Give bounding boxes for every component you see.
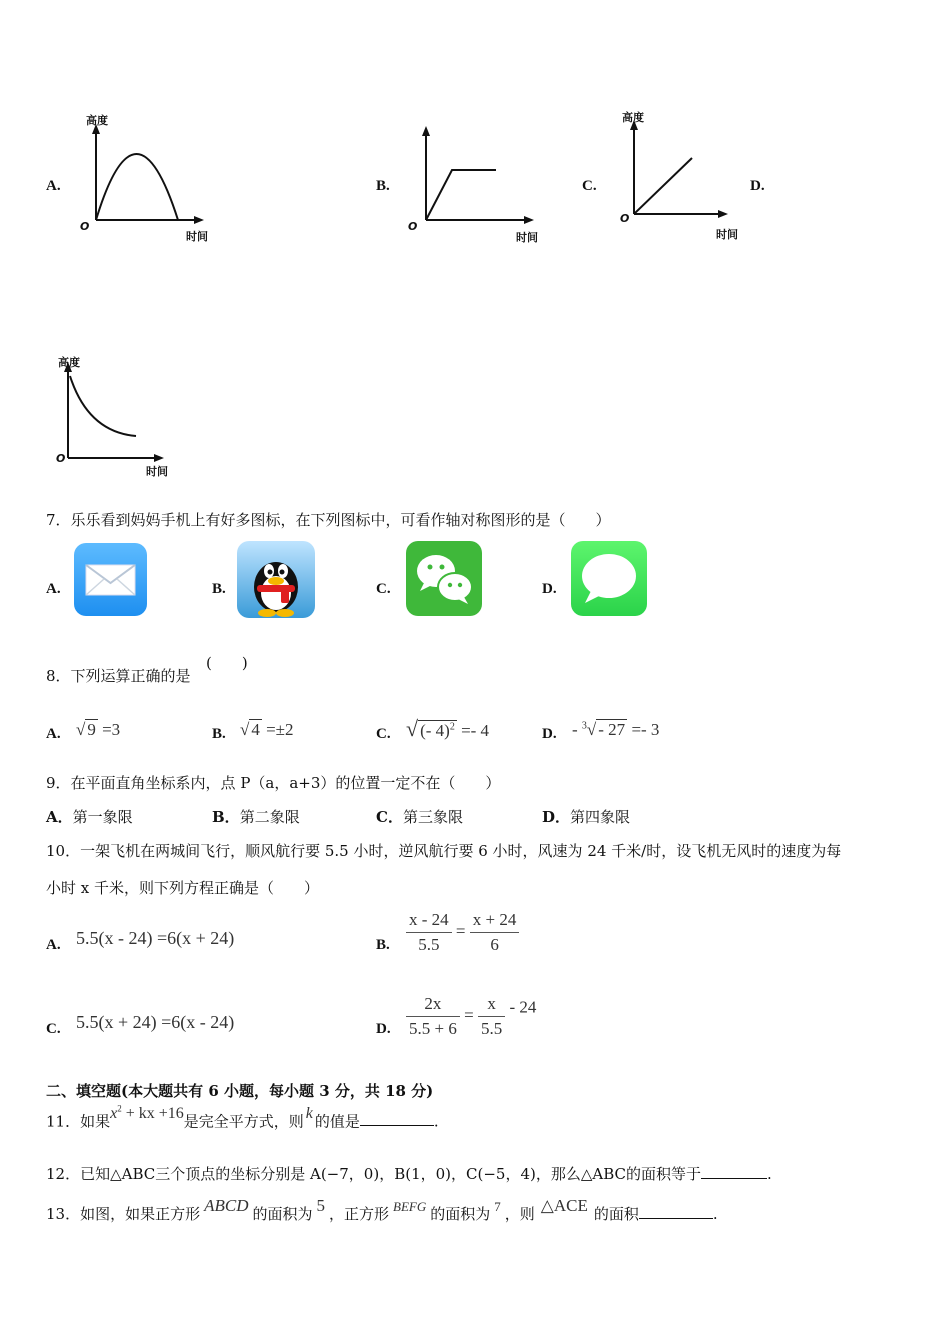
q9-option-c: C．第三象限: [376, 808, 463, 826]
fraction-left: $\frac{2x}{5.5 + 6}$: [406, 994, 460, 1039]
q9-option-a: A．第一象限: [46, 808, 133, 826]
line: [426, 170, 496, 220]
rest: =- 4: [456, 721, 490, 740]
q8-option-c-expr: [406, 716, 489, 742]
radicand: 4: [251, 720, 260, 739]
q13-triangle: △ACE: [540, 1196, 588, 1215]
q13-value1: 5: [316, 1196, 325, 1215]
q8-text: 8．下列运算正确的是: [46, 667, 191, 685]
q11-expr: $x^2$ + kx +16: [110, 1104, 184, 1123]
q10-option-b-expr: $\frac{x - 24}{5.5}$ = $\frac{x + 24}{6}$: [406, 910, 519, 955]
message-icon: [571, 541, 647, 616]
radicand: 9: [87, 720, 96, 739]
radicand: (- 4)$^2$: [420, 721, 455, 740]
q9-option-d: D．第四象限: [542, 808, 631, 826]
answer-blank[interactable]: [701, 1178, 767, 1179]
q9-option-b: B．第二象限: [212, 808, 300, 826]
graph-c-xlabel: 时间: [716, 228, 738, 241]
root-index: 3: [581, 720, 587, 732]
option-d-label: D.: [750, 178, 765, 194]
wechat-icon: [406, 541, 482, 616]
q8-option-a-expr: [76, 720, 120, 740]
q13-square2: BEFG: [393, 1199, 427, 1214]
curve: [96, 154, 178, 220]
graph-a-xlabel: 时间: [186, 230, 208, 243]
q7-option-c-label: C.: [376, 581, 391, 597]
q8-option-d-label: D.: [542, 726, 557, 742]
sqrt-sign: √: [406, 716, 419, 741]
answer-blank[interactable]: [639, 1218, 713, 1219]
q10-option-c-label: C.: [46, 1021, 61, 1037]
q9-text: 9．在平面直角坐标系内，点 P（a，a+3）的位置一定不在（ ）: [46, 774, 501, 792]
option-b-label: B.: [376, 178, 390, 194]
q8-option-b-label: B.: [212, 726, 226, 742]
fraction-right: $\frac{x + 24}{6}$: [470, 910, 520, 955]
rest: =- 3: [627, 720, 660, 739]
q8-option-a-label: A.: [46, 726, 61, 742]
rest: =±2: [261, 720, 294, 739]
graph-a: [78, 108, 228, 246]
q10-line2: 小时 x 千米，则下列方程正确是（ ）: [46, 879, 319, 897]
y-axis-arrow: [422, 126, 430, 136]
graph-b: [408, 118, 548, 238]
option-a-label: A.: [46, 178, 61, 194]
fraction-right: $\frac{x}{5.5}$: [478, 994, 505, 1039]
line: [634, 158, 692, 214]
graph-c-origin: O: [620, 212, 630, 225]
x-axis-arrow: [154, 454, 164, 462]
q10-option-d-expr: $\frac{2x}{5.5 + 6}$ = $\frac{x}{5.5}$ - 24: [406, 994, 536, 1039]
graph-a-ylabel: 高度: [86, 114, 108, 127]
q7-option-a-label: A.: [46, 581, 61, 597]
q7-option-d-label: D.: [542, 581, 557, 597]
graph-b-xlabel: 时间: [516, 231, 538, 244]
q13-value2: 7: [494, 1199, 501, 1214]
fraction-left: $\frac{x - 24}{5.5}$: [406, 910, 452, 955]
q11-k: k: [305, 1105, 313, 1123]
sqrt-sign: √: [240, 720, 250, 739]
q10-option-a-expr: 5.5(x - 24) =6(x + 24): [76, 928, 235, 948]
rest: =3: [97, 720, 121, 739]
q10-line1: 10．一架飞机在两城间飞行，顺风航行要 5.5 小时，逆风航行要 6 小时，风速为 24 千米/时，设飞机无风时的速度为每: [46, 842, 842, 860]
q10-option-d-label: D.: [376, 1021, 391, 1037]
graph-b-origin: O: [408, 220, 418, 233]
q10-option-c-expr: 5.5(x + 24) =6(x - 24): [76, 1012, 235, 1032]
q7-option-b-label: B.: [212, 581, 226, 597]
answer-blank[interactable]: [360, 1125, 434, 1126]
x-axis-arrow: [718, 210, 728, 218]
sqrt-sign: √: [586, 720, 597, 739]
q8-option-b-expr: [240, 720, 294, 740]
x-axis-arrow: [194, 216, 204, 224]
section-title: 二、填空题(本大题共有 6 小题，每小题 3 分，共 18 分): [46, 1082, 434, 1100]
graph-d-ylabel: 高度: [58, 356, 80, 369]
q8-option-d-expr: - $^3$√ - 27 =- 3: [572, 720, 660, 739]
graph-d-xlabel: 时间: [146, 465, 168, 478]
radicand: - 27: [598, 720, 626, 739]
option-c-label: C.: [582, 178, 597, 194]
q8-paren: ( ): [206, 654, 248, 672]
q8-option-c-label: C.: [376, 726, 391, 742]
q11-line: 11．如果$x^2$ + kx +16是完全平方式，则 k 的值是 .: [46, 1104, 439, 1131]
x-axis-arrow: [524, 216, 534, 224]
curve: [70, 376, 136, 436]
sqrt-sign: √: [76, 720, 86, 739]
qq-penguin-icon: [237, 541, 315, 618]
q12-line: 12．已知△ABC三个顶点的坐标分别是 A(−7，0)，B(1，0)，C(−5，4)，那么△ABC的面积等于 .: [46, 1165, 772, 1183]
graph-a-origin: O: [80, 220, 90, 233]
q13-line: 13．如图，如果正方形 ABCD 的面积为 5 ，正方形 BEFG 的面积为 7 ，则 △ACE 的面积 .: [46, 1196, 718, 1223]
mail-icon: [74, 543, 147, 616]
graph-c-ylabel: 高度: [622, 111, 644, 124]
graph-d-origin: O: [56, 452, 66, 465]
q10-option-a-label: A.: [46, 937, 61, 953]
q10-option-b-label: B.: [376, 937, 390, 953]
q7-text: 7．乐乐看到妈妈手机上有好多图标，在下列图标中，可看作轴对称图形的是（ ）: [46, 511, 611, 529]
q13-square1: ABCD: [204, 1196, 249, 1215]
